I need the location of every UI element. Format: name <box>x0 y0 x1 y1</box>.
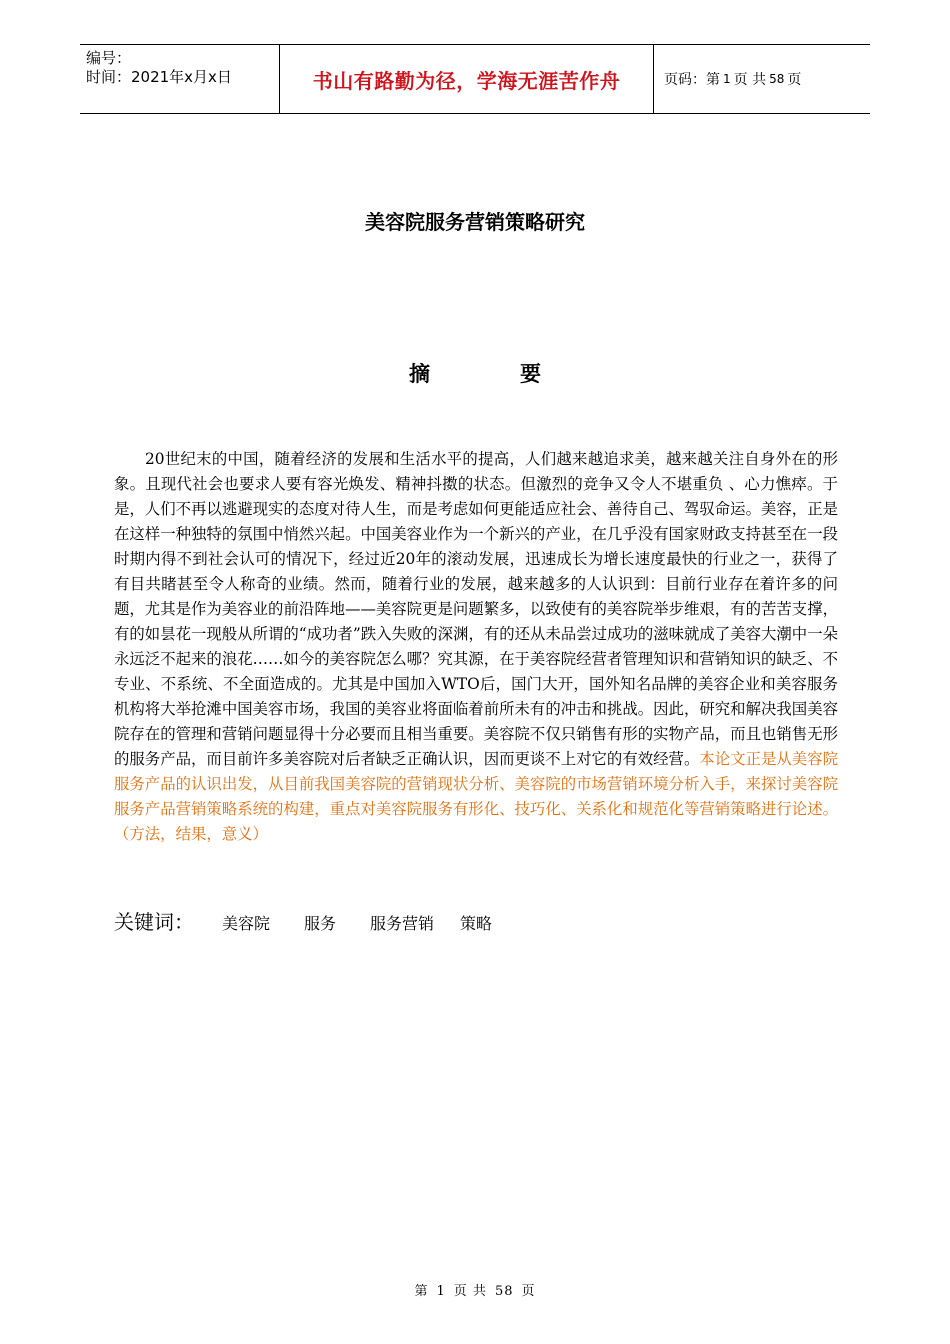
header-motto-cell <box>280 45 654 113</box>
abstract-text: 20世纪末的中国，随着经济的发展和生活水平的提高，人们越来越追求美，越来越关注自身外在的形象。且现代社会也要求人要有容光焕发、精神抖擞的状态。但激烈的竞争又令人不堪重负 、心力憔瘁。于是，人们不再以逃避现实的态度对待人生，而是考虑如何更能适应社会、善待自己、驾驭命运。美容，正是在这样一种独特的氛围中悄然兴起。中国美容业作为一个新兴的产业，在几乎没有国家财政支持甚至在一段时期内得不到社会认可的情况下，经过近20年的滚动发展，迅速成长为增长速度最快的行业之一，获得了有目共睹甚至令人称奇的业绩。然而，随着行业的发展，越来越多的人认识到：目前行业存在着许多的问题，尤其是作为美容业的前沿阵地——美容院更是问题繁多，以致使有的美容院举步维艰，有的苦苦支撑，有的如昙花一现般从所谓的“成功者”跌入失败的深渊，有的还从未品尝过成功的滋味就成了美容大潮中一朵永远泛不起来的浪花……如今的美容院怎么哪？究其源，在于美容院经营者管理知识和营销知识的缺乏、不专业、不系统、不全面造成的。尤其是中国加入WTO后，国门大开，国外知名品牌的美容企业和美容服务机构将大举抢滩中国美容市场，我国的美容业将面临着前所未有的冲击和挑战。因此，研究和解决我国美容院存在的管理和营销问题显得十分必要而且相当重要。美容院不仅只销售有形的实物产品，而且也销售无形的服务产品，而目前许多美容院对后者缺乏正确认识，因而更谈不上对它的有效经营。 <box>114 450 838 768</box>
date-label: 时间：2021年x月x日 <box>86 68 232 86</box>
footer-current: 1 <box>436 1284 446 1299</box>
abstract-highlight-text: 本论文正是从美容院服务产品的认识出发，从目前我国美容院的营销现状分析、美容院的市场营销环境分析入手，来探讨美容院服务产品营销策略系统的构建，重点对美容院服务有形化、技巧化、关系化和规范化等营销策略进行论述。（方法，结果，意义） <box>114 750 838 843</box>
page-current: 1 <box>723 72 731 86</box>
footer-total: 58 <box>494 1284 514 1299</box>
page-prefix: 页码：第 <box>664 72 720 88</box>
page-header <box>80 44 870 114</box>
page-mid: 页 共 <box>733 72 767 88</box>
header-meta-cell <box>80 45 280 113</box>
keyword-item: 服务营销 <box>370 914 435 933</box>
page-footer <box>0 1280 950 1299</box>
motto-text: 书山有路勤为径，学海无涯苦作舟 <box>312 68 621 93</box>
keyword-item: 策略 <box>460 914 493 933</box>
keyword-item: 服务 <box>304 914 337 933</box>
keyword-item: 美容院 <box>222 914 271 933</box>
keywords-label: 关键词： <box>114 910 194 934</box>
code-label: 编号： <box>86 49 132 67</box>
page-total: 58 <box>769 72 785 86</box>
footer-prefix: 第 <box>414 1284 429 1299</box>
footer-mid: 页 共 <box>453 1284 487 1299</box>
footer-suffix: 页 <box>521 1284 536 1299</box>
abstract-paragraph <box>114 447 838 847</box>
header-page-cell <box>654 45 870 113</box>
page-suffix: 页 <box>787 72 802 88</box>
document-title: 美容院服务营销策略研究 <box>365 210 585 234</box>
abstract-heading: 摘要 <box>409 362 631 386</box>
keywords-row <box>114 906 526 935</box>
